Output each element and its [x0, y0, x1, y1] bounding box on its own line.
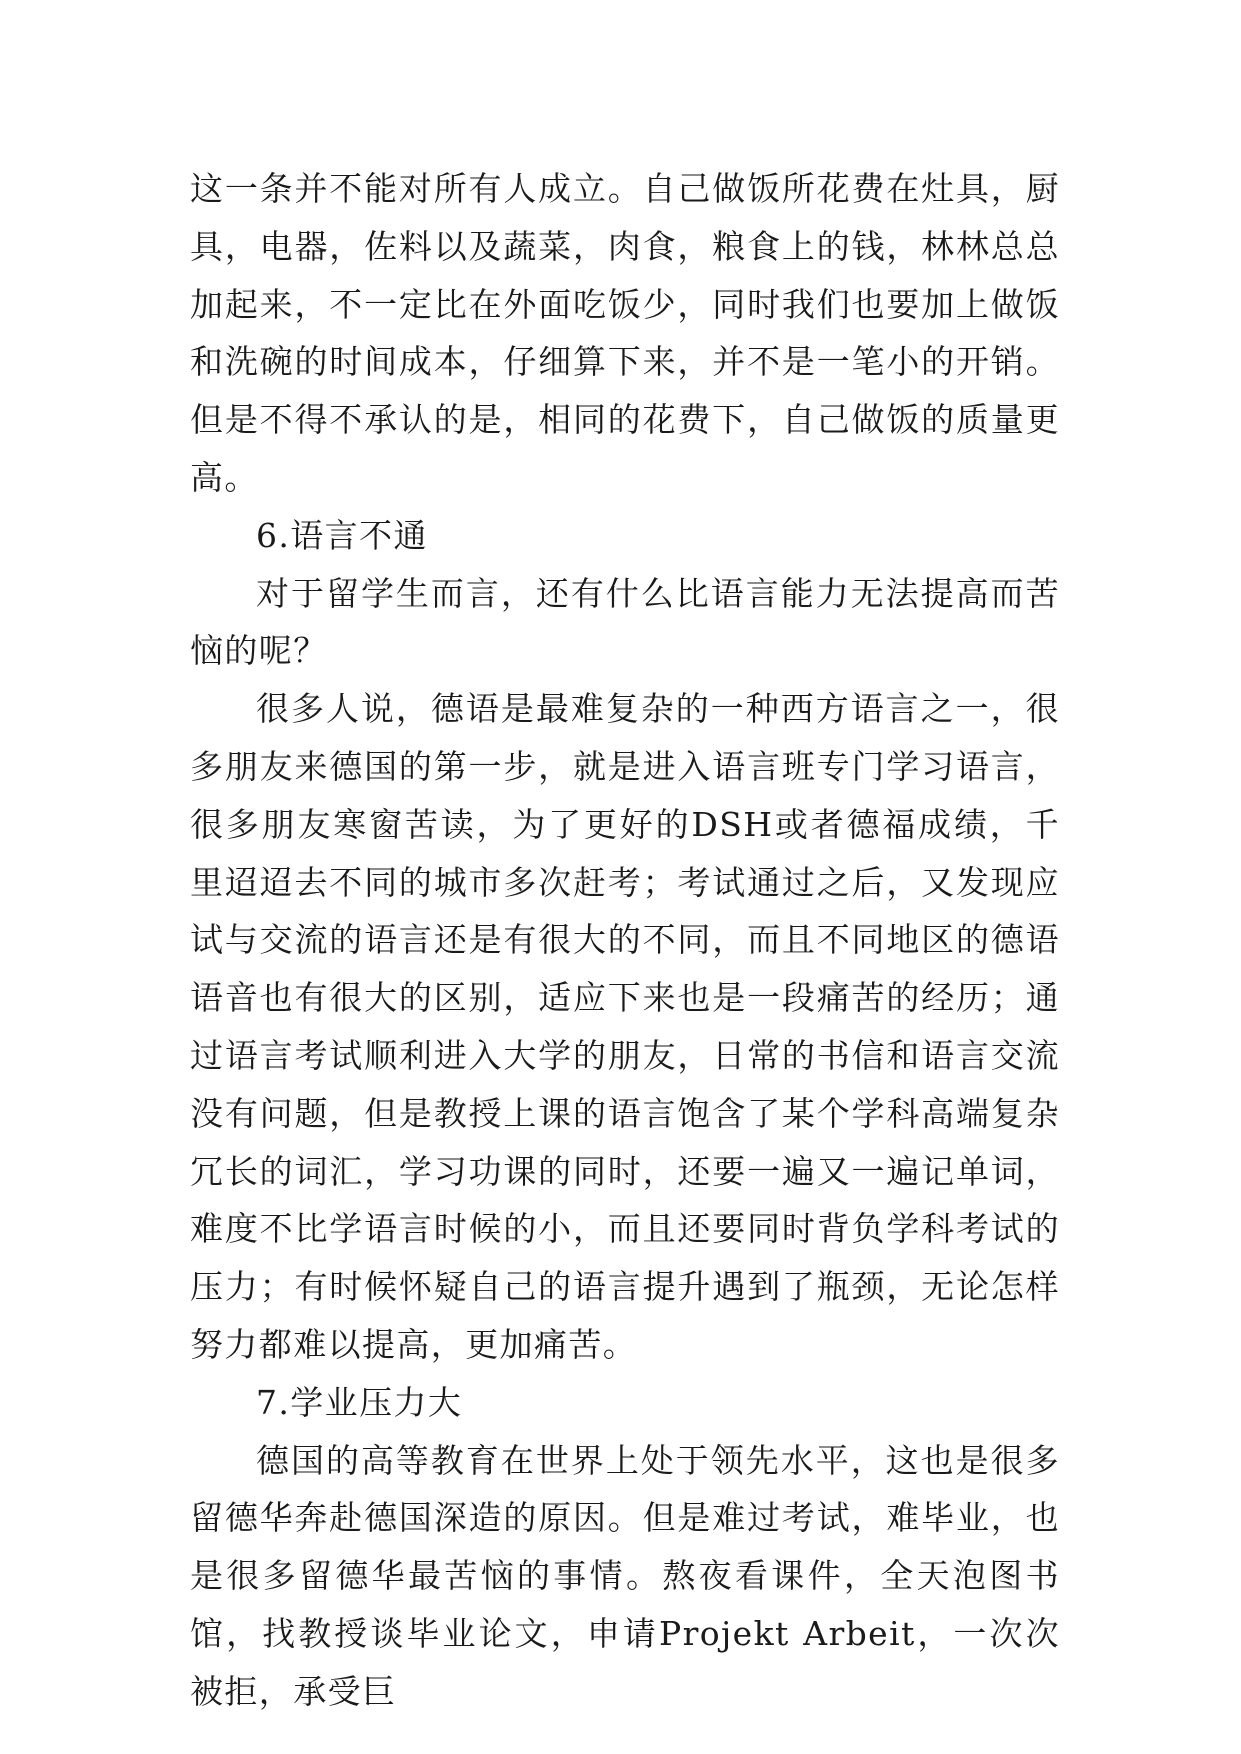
- document-body: [190, 160, 1060, 1721]
- section-heading-academic-pressure: 7.学业压力大: [256, 1382, 463, 1422]
- paragraph-cooking-cost: 这一条并不能对所有人成立。自己做饭所花费在灶具，厨具，电器，佐料以及蔬菜，肉食，粮食上的钱，林林总总加起来，不一定比在外面吃饭少，同时我们也要加上做饭和洗碗的时间成本，仔细算下来，并不是一笔小的开销。但是不得不承认的是，相同的花费下，自己做饭的质量更高。: [190, 169, 1060, 497]
- paragraph-higher-education: 德国的高等教育在世界上处于领先水平，这也是很多留德华奔赴德国深造的原因。但是难过考试，难毕业，也是很多留德华最苦恼的事情。熬夜看课件，全天泡图书馆，找教授谈毕业论文，申请Projekt Arbeit，一次次被拒，承受巨: [190, 1440, 1060, 1711]
- section-heading-language-barrier: 6.语言不通: [256, 515, 428, 555]
- paragraph-language-question: 对于留学生而言，还有什么比语言能力无法提高而苦恼的呢？: [190, 573, 1060, 671]
- paragraph-german-difficulty: 很多人说，德语是最难复杂的一种西方语言之一，很多朋友来德国的第一步，就是进入语言班专门学习语言，很多朋友寒窗苦读，为了更好的DSH或者德福成绩，千里迢迢去不同的城市多次赶考；考试通过之后，又发现应试与交流的语言还是有很大的不同，而且不同地区的德语语音也有很大的区别，适应下来也是一段痛苦的经历；通过语言考试顺利进入大学的朋友，日常的书信和语言交流没有问题，但是教授上课的语言饱含了某个学科高端复杂冗长的词汇，学习功课的同时，还要一遍又一遍记单词，难度不比学语言时候的小，而且还要同时背负学科考试的压力；有时候怀疑自己的语言提升遇到了瓶颈，无论怎样努力都难以提高，更加痛苦。: [190, 689, 1060, 1364]
